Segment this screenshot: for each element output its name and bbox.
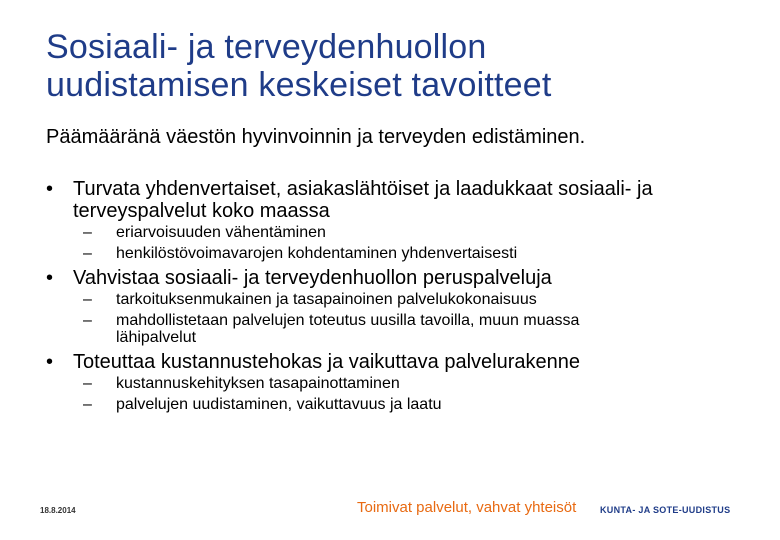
- sub-text: mahdollistetaan palvelujen toteutus uusilla tavoilla, muun muassa lähipalvelut: [116, 312, 580, 346]
- goal-item-2: [46, 267, 746, 346]
- goal-1-sub-list: [73, 224, 746, 262]
- goal-3-sub-list: [73, 375, 746, 413]
- dash-icon: –: [83, 396, 92, 413]
- slide-title-line-1: Sosiaali- ja terveydenhuollon: [46, 28, 487, 66]
- goal-text-1: Turvata yhdenvertaiset, asiakaslähtöiset ja laadukkaat sosiaali- ja terveyspalvelut koko maassa: [73, 178, 653, 222]
- sub-text: palvelujen uudistaminen, vaikuttavuus ja laatu: [116, 396, 442, 413]
- goal-item-1: [46, 178, 746, 262]
- footer-brand-logo: KUNTA- JA SOTE-UUDISTUS: [600, 505, 731, 515]
- sub-text: henkilöstövoimavarojen kohdentaminen yhdenvertaisesti: [116, 245, 518, 262]
- sub-text: eriarvoisuuden vähentäminen: [116, 224, 326, 241]
- goal-text-2: Vahvistaa sosiaali- ja terveydenhuollon peruspalveluja: [73, 267, 552, 289]
- sub-item: [83, 396, 746, 413]
- bullet-icon: •: [46, 267, 54, 289]
- sub-item: [83, 375, 746, 392]
- goal-list: [46, 178, 746, 418]
- dash-icon: –: [83, 312, 92, 329]
- footer-date: 18.8.2014: [40, 506, 76, 515]
- dash-icon: –: [83, 224, 92, 241]
- slide-title: [46, 28, 746, 104]
- bullet-icon: •: [46, 178, 54, 200]
- sub-item: [83, 312, 746, 346]
- bullet-icon: •: [46, 351, 54, 373]
- sub-item: [83, 291, 746, 308]
- dash-icon: –: [83, 245, 92, 262]
- dash-icon: –: [83, 375, 92, 392]
- footer-slogan: Toimivat palvelut, vahvat yhteisöt: [357, 499, 577, 516]
- goal-2-sub-list: [73, 291, 746, 346]
- sub-item: [83, 224, 746, 241]
- lead-text: Päämääränä väestön hyvinvoinnin ja terveyden edistäminen.: [46, 126, 586, 148]
- dash-icon: –: [83, 291, 92, 308]
- goal-item-3: [46, 351, 746, 413]
- goal-text-3: Toteuttaa kustannustehokas ja vaikuttava palvelurakenne: [73, 351, 581, 373]
- slide-title-line-2: uudistamisen keskeiset tavoitteet: [46, 66, 552, 104]
- sub-item: [83, 245, 746, 262]
- sub-text: tarkoituksenmukainen ja tasapainoinen palvelukokonaisuus: [116, 291, 537, 308]
- sub-text: kustannuskehityksen tasapainottaminen: [116, 375, 400, 392]
